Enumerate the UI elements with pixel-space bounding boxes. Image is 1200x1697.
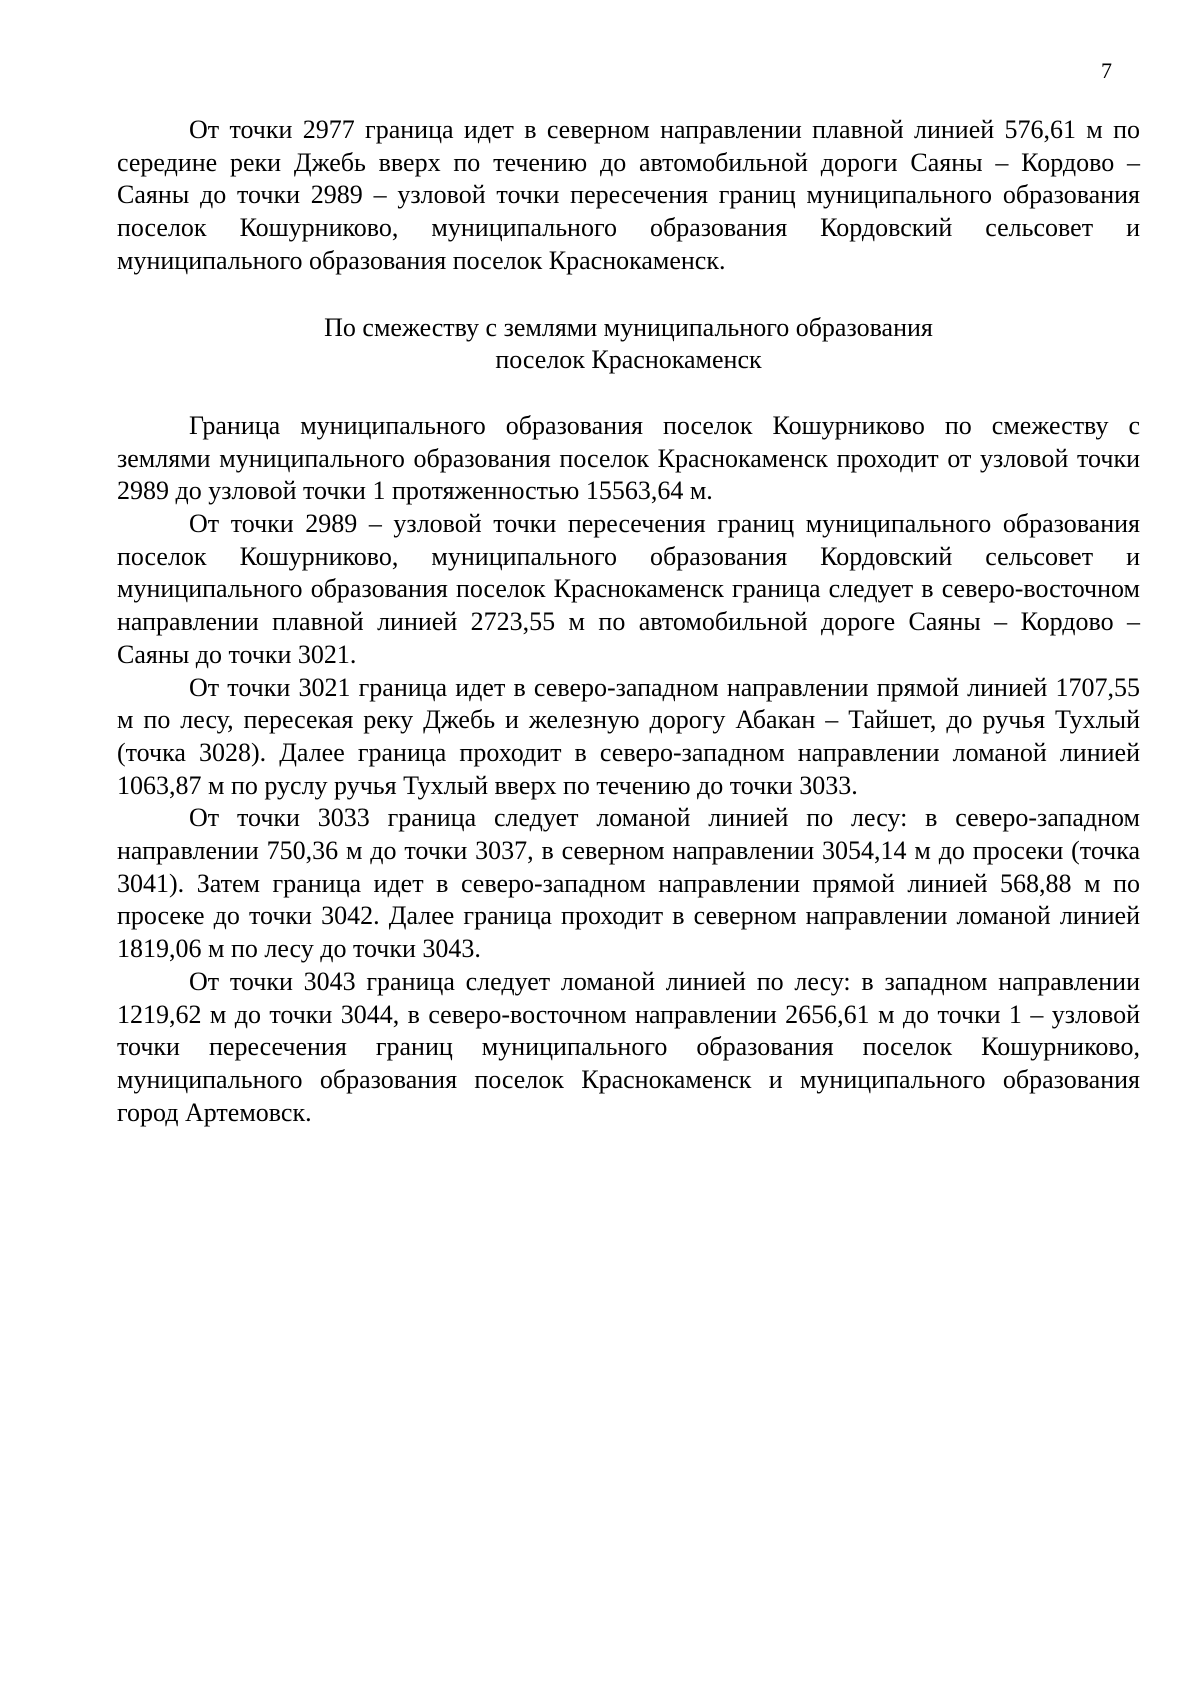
section-heading-line-1: По смежеству с землями муниципального образования	[324, 312, 933, 342]
paragraph-5: От точки 3043 граница следует ломаной линией по лесу: в западном направлении 1219,62 м до точки 3044, в северо-восточном направлении 2656,61 м до точки 1 – узловой точки пересечения границ муниципального образования поселок Кошурниково, муниципального образования поселок Краснокаменск и муниципального образования город Артемовск.	[117, 966, 1140, 1127]
document-body	[117, 114, 1140, 1129]
paragraph-2: От точки 2989 – узловой точки пересечения границ муниципального образования поселок Кошурниково, муниципального образования Кордовский сельсовет и муниципального образования поселок Краснокаменск граница следует в северо-восточном направлении плавной линией 2723,55 м по автомобильной дороге Саяны – Кордово – Саяны до точки 3021.	[117, 509, 1140, 669]
section-heading-line-2: поселок Краснокаменск	[495, 345, 762, 375]
paragraph-1: Граница муниципального образования поселок Кошурниково по смежеству с землями муниципального образования поселок Краснокаменск проходит от узловой точки 2989 до узловой точки 1 протяженностью 15563,64 м.	[117, 410, 1140, 506]
page-number: 7	[1101, 58, 1112, 83]
paragraph-3: От точки 3021 граница идет в северо-западном направлении прямой линией 1707,55 м по лесу, пересекая реку Джебь и железную дорогу Абакан – Тайшет, до ручья Тухлый (точка 3028). Далее граница проходит в северо-западном направлении ломаной линией 1063,87 м по руслу ручья Тухлый вверх по течению до точки 3033.	[117, 672, 1140, 800]
intro-paragraph: От точки 2977 граница идет в северном направлении плавной линией 576,61 м по середине реки Джебь вверх по течению до автомобильной дороги Саяны – Кордово – Саяны до точки 2989 – узловой точки пересечения границ муниципального образования поселок Кошурниково, муниципального образования Кордовский сельсовет и муниципального образования поселок Краснокаменск.	[117, 115, 1140, 275]
section-heading	[117, 312, 1140, 377]
paragraph-4: От точки 3033 граница следует ломаной линией по лесу: в северо-западном направлении 750,36 м до точки 3037, в северном направлении 3054,14 м до просеки (точка 3041). Затем граница идет в северо-западном направлении прямой линией 568,88 м по просеке до точки 3042. Далее граница проходит в северном направлении ломаной линией 1819,06 м по лесу до точки 3043.	[117, 803, 1140, 964]
